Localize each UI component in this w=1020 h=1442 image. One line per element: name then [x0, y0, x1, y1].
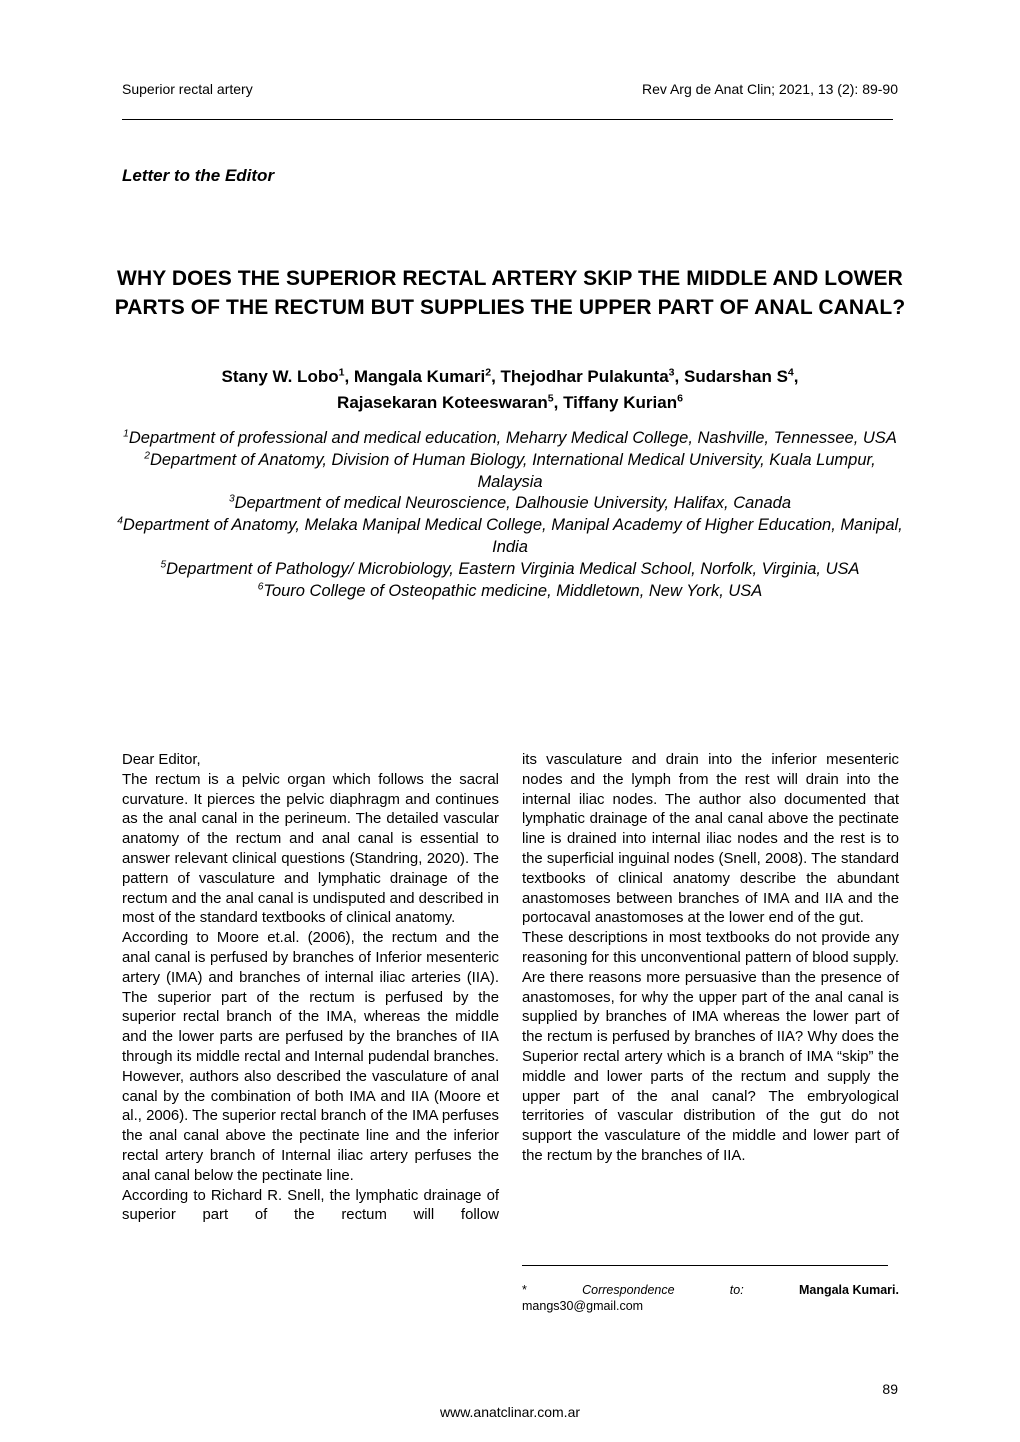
footnote-label: Correspondence	[582, 1283, 675, 1297]
running-header-left: Superior rectal artery	[122, 81, 253, 97]
author: Rajasekaran Koteeswaran$^5$,	[337, 392, 564, 412]
author: Tiffany Kurian$^6$	[563, 392, 683, 412]
affiliation: $^3$Department of medical Neuroscience, Dalhousie University, Halifax, Canada	[228, 493, 792, 513]
footnote-name: Mangala Kumari.	[798, 1283, 899, 1297]
affiliation: $^5$Department of Pathology/ Microbiology, Eastern Virginia Medical School, Norfolk, Virginia, USA	[160, 559, 860, 578]
affiliation: $^4$Department of Anatomy, Melaka Manipal Medical College, Manipal Academy of Higher Education, Manipal, India	[117, 515, 903, 556]
author-list	[110, 364, 910, 416]
running-header-right: Rev Arg de Anat Clin; 2021, 13 (2): 89-90	[641, 81, 898, 97]
affiliation-list	[112, 428, 908, 602]
author: Sudarshan $S^4$,	[683, 366, 799, 386]
footnote-star: *	[522, 1283, 527, 1297]
footnote-line	[522, 1282, 899, 1298]
correspondence-footnote	[522, 1282, 899, 1314]
affiliation: $^6$Touro College of Osteopathic medicine, Middletown, New York, USA	[257, 581, 763, 600]
section-label: Letter to the Editor	[122, 166, 275, 185]
author: Thejodhar Pulakunta$^3$,	[500, 366, 684, 386]
article-title: WHY DOES THE SUPERIOR RECTAL ARTERY SKIP THE MIDDLE AND LOWER PARTS OF THE RECTUM BUT SUPPLIES THE UPPER PART OF ANAL CANAL?	[114, 267, 906, 319]
paragraph: According to Richard R. Snell, the lymphatic drainage of superior part of the rectum will follow	[122, 1187, 499, 1224]
header-rule	[122, 119, 893, 120]
paragraph: The rectum is a pelvic organ which follows the sacral curvature. It pierces the pelvic diaphragm and continues as the anal canal in the perineum. The detailed vascular anatomy of the rectum and anal canal is essential to answer relevant clinical questions (Standring, 2020). The pattern of vasculature and lymphatic drainage of the rectum and the anal canal is undisputed and described in most of the standard textbooks of clinical anatomy.	[122, 771, 499, 927]
affiliation: $^1$Department of professional and medical education, Meharry Medical College, Nashville, Tennessee, USA	[123, 428, 897, 447]
paragraph: its vasculature and drain into the inferior mesenteric nodes and the lymph from the rest will drain into the internal iliac nodes. The author also documented that lymphatic drainage of the anal canal above the pectinate line is drained into internal iliac nodes and the rest is to the superficial inguinal nodes (Snell, 2008). The standard textbooks of clinical anatomy describe the abundant anastomoses between branches of IMA and IIA and the portocaval anastomoses at the lower end of the gut.	[522, 752, 899, 927]
footnote-to: to:	[729, 1283, 744, 1297]
page-number: 89	[882, 1381, 898, 1397]
paragraph: Dear Editor,	[122, 752, 201, 768]
correspondence-email[interactable]: mangs30@gmail.com	[522, 1299, 644, 1313]
footnote-rule	[522, 1265, 888, 1266]
body-column-right	[522, 751, 899, 1167]
affiliation: $^2$Department of Anatomy, Division of Human Biology, International Medical University, Kuala Lumpur, Malaysia	[144, 450, 876, 491]
author: Mangala Kumari$^2$,	[353, 366, 501, 386]
paragraph: According to Moore et.al. (2006), the rectum and the anal canal is perfused by branches of Inferior mesenteric artery (IMA) and branches of internal iliac arteries (IIA). The superior part of the rectum is perfused by the superior rectal branch of the IMA, whereas the middle and the lower parts are perfused by the branches of IIA through its middle rectal and Internal pudendal branches. However, authors also described the vasculature of anal canal by the combination of both IMA and IIA (Moore et al., 2006). The superior rectal branch of the IMA perfuses the anal canal above the pectinate line and the inferior rectal artery branch of Internal iliac artery perfuses the anal canal below the pectinate line.	[122, 930, 499, 1184]
author: Stany W. Lobo$^1$,	[221, 366, 354, 386]
journal-website[interactable]: www.anatclinar.com.ar	[439, 1404, 581, 1420]
body-column-left	[122, 751, 499, 1226]
paragraph: These descriptions in most textbooks do not provide any reasoning for this unconventional pattern of blood supply. Are there reasons more persuasive than the presence of anastomoses, for why the upper part of the anal canal is supplied by branches of IMA whereas the lower part of the rectum is perfused by branches of IIA? Why does the Superior rectal artery which is a branch of IMA “skip” the middle and lower parts of the rectum and supply the upper part of the anal canal? The embryological territories of vascular distribution of the gut do not support the vasculature of the middle and lower part of the rectum by the branches of IIA.	[522, 930, 899, 1164]
